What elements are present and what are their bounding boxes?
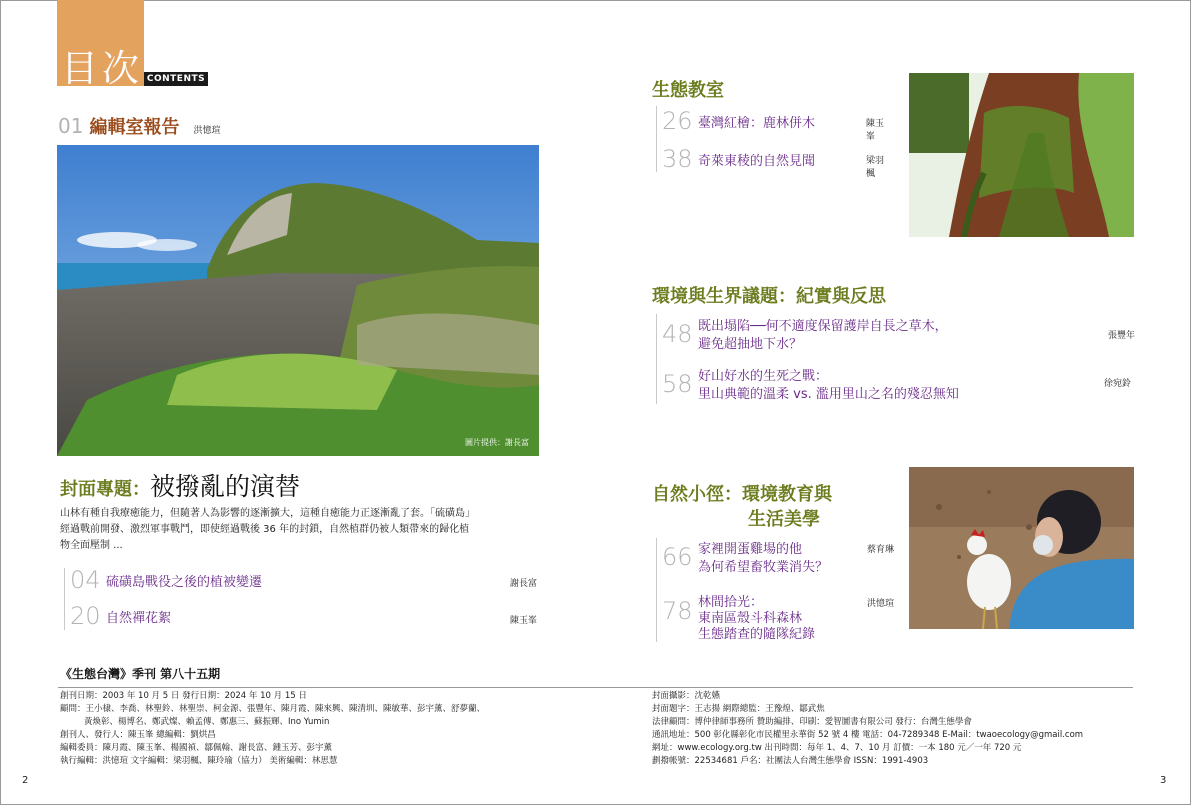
editor-report-author: 洪憶瑄 [193, 126, 221, 136]
page-number-left: 2 [22, 775, 29, 786]
summary-line: 經過戰前開發、激烈軍事戰鬥，即使經過戰後 36 年的封鎖，自然植群仍被人類帶來的歸化植 [60, 524, 470, 535]
divider [656, 314, 657, 404]
masthead-line: 創刊日期：2003 年 10 月 5 日 發行日期：2024 年 10 月 15 日 [60, 691, 307, 701]
page-number: 58 [662, 370, 693, 398]
masthead-line: 執行編輯：洪憶瑄 文字編輯：梁羽楓、陳玲瑜（協力） 美術編輯：林思慧 [60, 756, 338, 766]
divider [64, 568, 65, 630]
cover-story-label: 封面專題： [60, 479, 150, 500]
title-line: 林間拾光： [698, 595, 764, 610]
toc-entry[interactable] [662, 366, 1137, 406]
cover-story-title: 被撥亂的演替 [150, 472, 301, 501]
toc-entry[interactable] [662, 107, 892, 142]
cover-story-summary [60, 506, 540, 554]
photo-credit: 圖片提供：謝長富 [465, 438, 529, 447]
masthead-right [652, 690, 1083, 768]
toc-entry[interactable] [70, 566, 540, 594]
article-author: 蔡育琳 [867, 545, 895, 555]
page-number-right: 3 [1160, 775, 1167, 786]
article-author: 陳玉峯 [510, 616, 538, 626]
title-line: 避免超抽地下水？ [698, 337, 803, 352]
tree-photo [909, 73, 1134, 237]
article-title: 奇萊東稜的自然見聞 [698, 154, 816, 169]
toc-entry[interactable] [662, 316, 1137, 356]
masthead-line: 黃煥彰、楊博名、鄭武燦、賴孟傳、鄭惠三、蘇振輝、Ino Yumin [84, 717, 330, 727]
editor-report[interactable] [58, 113, 220, 139]
article-title [698, 318, 948, 354]
page-number: 26 [662, 107, 693, 135]
section-heading-env-issues: 環境與生界議題：紀實與反思 [652, 286, 886, 307]
farm-photo [909, 467, 1134, 629]
toc-entry[interactable] [662, 145, 892, 179]
page-number: 66 [662, 543, 693, 571]
title-line: 里山典範的溫柔 vs. 濫用里山之名的殘忍無知 [698, 387, 959, 402]
masthead-line: 網址：www.ecology.org.tw 出刊時間：每年 1、4、7、10 月 訂價：一本 180 元／一年 720 元 [652, 743, 1022, 753]
masthead-line: 封面題字：王志揚 網際總監：王豫煌、鄒武焦 [652, 704, 825, 714]
masthead-title: 《生態台灣》季刊 第八十五期 [60, 667, 221, 681]
toc-entry[interactable] [662, 539, 902, 579]
page-number: 78 [662, 597, 693, 625]
page-number: 04 [70, 566, 101, 594]
editor-report-title: 編輯室報告 [89, 117, 180, 138]
divider [656, 106, 657, 172]
article-author: 梁羽楓 [866, 156, 885, 179]
toc-entry[interactable] [662, 593, 902, 649]
title-line: 既出塌陷──何不適度保留護岸自長之草木， [698, 319, 948, 334]
title-line: 為何希望畜牧業消失？ [698, 560, 829, 575]
title-line: 生態踏查的隨隊紀錄 [698, 627, 816, 642]
article-title [698, 541, 828, 577]
masthead-line: 編輯委員：陳月霞、陳玉峯、楊國禎、鄒佩翰、謝長富、鍾玉芳、彭宇薰 [60, 743, 333, 753]
masthead-line: 法律顧問：博仲律師事務所 贊助編排、印刷：愛智圖書有限公司 發行：台灣生態學會 [652, 717, 972, 727]
masthead-line: 劃撥帳號：22534681 戶名：社團法人台灣生態學會 ISSN：1991-4903 [652, 756, 929, 766]
masthead-line: 通訊地址：500 彰化縣彰化市民權里永華街 52 號 4 樓 電話：04-7289348 E-Mail：twaoecology@gmail.com [652, 730, 1084, 740]
contents-tag: CONTENTS [144, 72, 208, 86]
section-heading-nature-path [652, 482, 832, 532]
toc-entry[interactable] [70, 602, 540, 630]
masthead-line: 封面攝影：沈乾嬿 [652, 691, 721, 701]
article-author: 張豐年 [1108, 331, 1136, 341]
heading-line: 自然小徑：環境教育與 [652, 484, 832, 505]
article-author: 謝長富 [510, 579, 538, 589]
toc-title: 目次 [61, 47, 143, 90]
cover-story-heading [60, 467, 300, 503]
heading-line: 生活美學 [748, 509, 820, 530]
divider [656, 538, 657, 642]
page-number: 20 [70, 602, 101, 630]
masthead-rule [58, 687, 1133, 688]
masthead-left [60, 690, 485, 768]
cover-photo [57, 145, 539, 456]
editor-report-number: 01 [58, 114, 84, 138]
article-title [698, 368, 959, 404]
summary-line: 物全面壓制 ... [60, 540, 123, 551]
title-line: 東南區殼斗科森林 [698, 611, 803, 626]
title-line: 家裡開蛋雞場的他 [698, 542, 803, 557]
masthead-line: 創刊人、發行人：陳玉峯 總編輯：劉烘昌 [60, 730, 216, 740]
article-author: 徐宛鈴 [1104, 379, 1132, 389]
summary-line: 山林有種自我療癒能力，但隨著人為影響的逐漸擴大，這種自癒能力正逐漸亂了套。「硫磺島」 [60, 508, 475, 519]
article-author: 洪憶瑄 [867, 599, 895, 609]
chicken-and-boy-image [909, 467, 1134, 629]
article-title: 硫磺島戰役之後的植被變遷 [106, 575, 263, 590]
article-title [698, 595, 815, 643]
article-title: 臺灣紅檜：鹿林併木 [698, 116, 816, 131]
section-heading-eco-class: 生態教室 [652, 80, 724, 101]
article-author: 陳玉峯 [866, 119, 885, 142]
article-title: 自然禪花絮 [106, 611, 172, 626]
cypress-tree-image [909, 73, 1134, 237]
page-number: 48 [662, 320, 693, 348]
island-landscape-image [57, 145, 539, 456]
masthead-line: 顧問：王小棣、李喬、林聖鈴、林聖崇、柯金源、張豐年、陳月霞、陳來興、陳清圳、陳敏華、彭宇薰、舒夢蘭、 [60, 704, 486, 714]
title-line: 好山好水的生死之戰： [698, 369, 829, 384]
page-number: 38 [662, 145, 693, 173]
